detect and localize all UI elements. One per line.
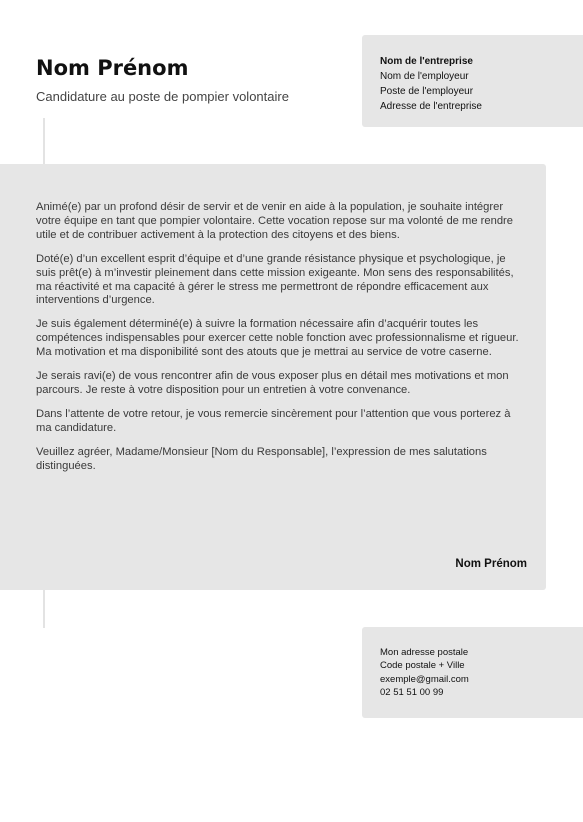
decorative-divider-top [43,118,45,164]
letter-paragraph: Veuillez agréer, Madame/Monsieur [Nom du Responsable], l’expression de mes salutations distinguées. [36,445,487,472]
recipient-block [362,35,583,127]
decorative-divider-bottom [43,590,45,628]
letter-paragraph: Je serais ravi(e) de vous rencontrer afin de vous exposer plus en détail mes motivations et mon parcours. Je reste à votre disposition pour un entretien à votre convenance. [36,370,509,396]
sender-postal-city: Code postale + Ville [380,660,465,672]
letter-paragraph: Animé(e) par un profond désir de servir et de venir en aide à la population, je souhaite intégrer votre équipe en tant que pompier volontaire. Cette vocation repose sur ma volonté de me rendre utile et de contribuer activement à la protection des citoyens et des biens. [36,201,513,241]
sender-email: exemple@gmail.com [380,673,469,685]
letter-paragraph: Dans l’attente de votre retour, je vous remercie sincèrement pour l’attention que vous porterez à ma candidature. [36,407,511,434]
recipient-company: Nom de l'entreprise [380,56,473,67]
letter-body [0,164,546,590]
sender-contact-block [362,627,583,718]
sender-address: Mon adresse postale [380,647,469,658]
applicant-name: Nom Prénom [36,56,189,80]
letter-paragraph: Doté(e) d’un excellent esprit d’équipe et d’une grande résistance physique et psychologique, je suis prêt(e) à m’investir pleinement dans cette mission exigeante. Mon sens des responsabilités, ma réactivité et ma capacité à gérer le stress me permettront de répondre efficacement aux interventions d’urgence. [36,252,514,307]
sender-phone: 02 51 51 00 99 [380,687,444,699]
letter-signature: Nom Prénom [455,558,527,570]
recipient-address: Adresse de l'entreprise [380,101,482,112]
recipient-employer: Nom de l'employeur [380,71,469,82]
letter-paragraph: Je suis également déterminé(e) à suivre la formation nécessaire afin d’acquérir toutes les compétences indispensables pour exercer cette noble fonction avec professionnalisme et rigueur. Ma motivation et ma disponibilité sont des atouts que je mettrai au service de votre caserne. [36,318,519,359]
letter-subject: Candidature au poste de pompier volontaire [36,89,289,104]
recipient-position: Poste de l'employeur [380,86,474,97]
